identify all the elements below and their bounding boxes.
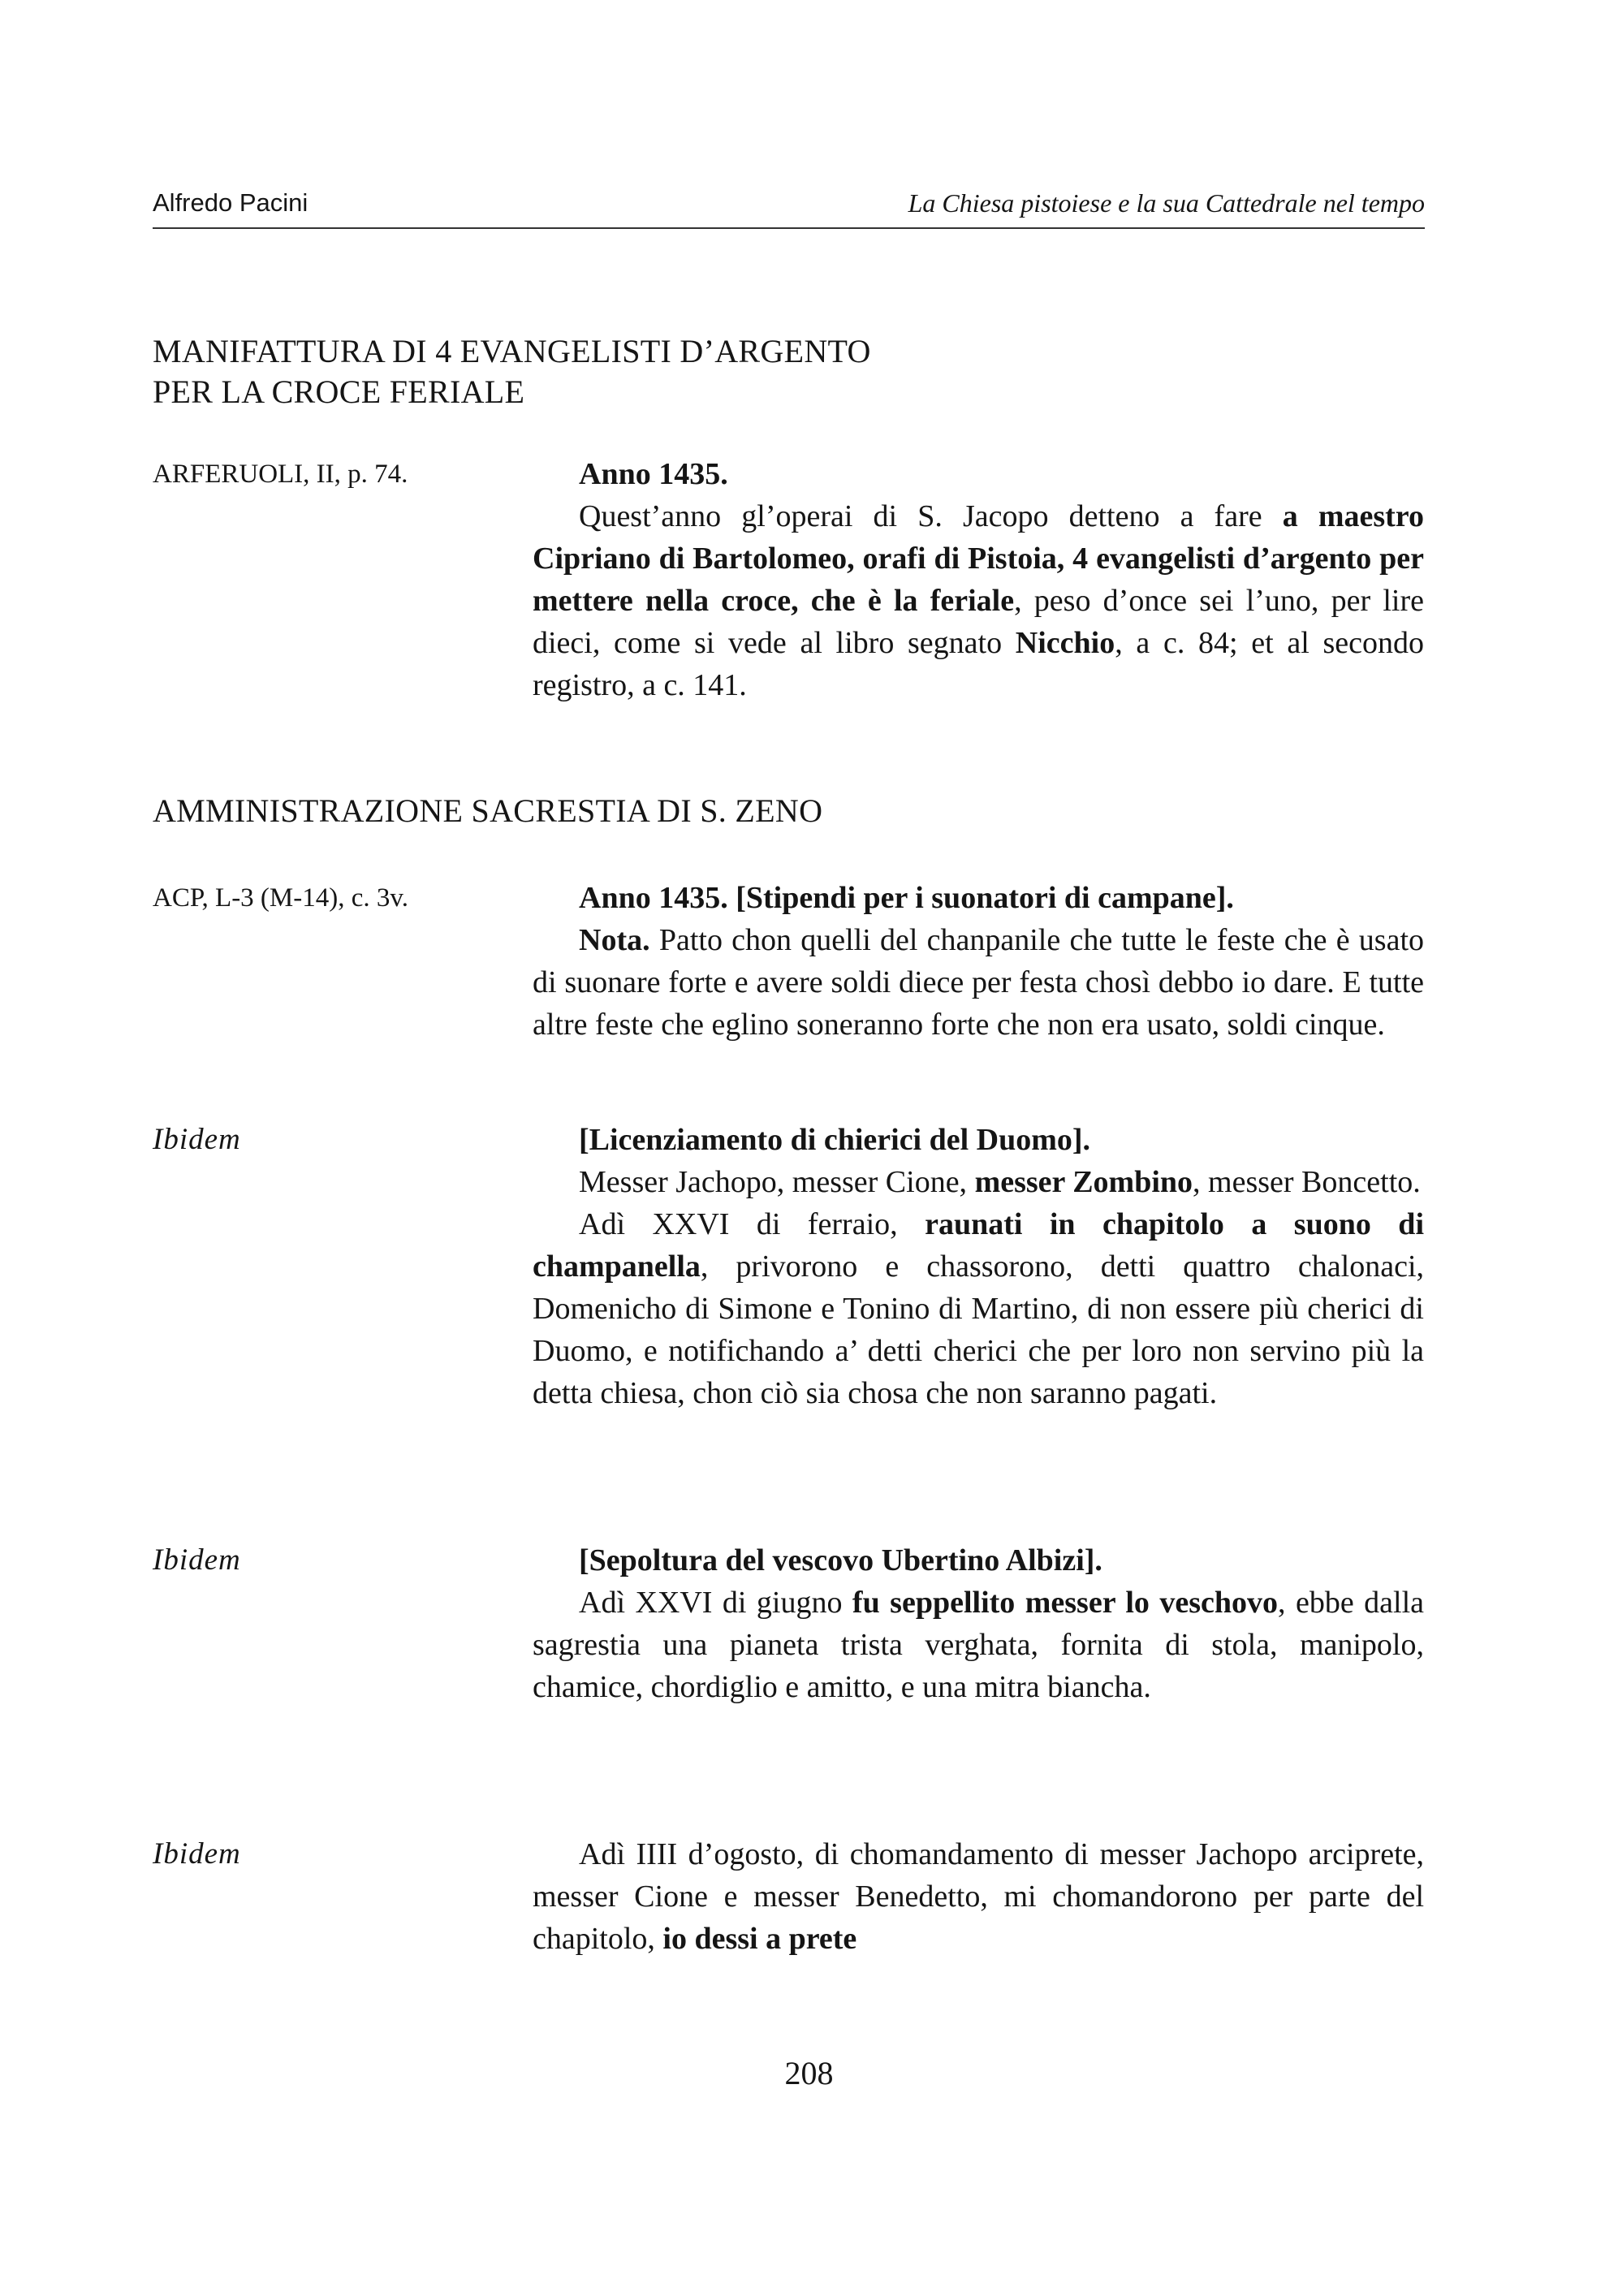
entry-paragraph bbox=[533, 1582, 1424, 1708]
entry-year: Anno 1435. bbox=[579, 457, 728, 491]
entry-paragraph bbox=[533, 495, 1424, 706]
running-header-author: Alfredo Pacini bbox=[153, 188, 308, 217]
text-run: Adì XXVI di giugno bbox=[579, 1586, 852, 1620]
text-run: , a c. 84; et al secondo registro, a c. 141. bbox=[533, 626, 1424, 702]
section-title-evangelisti bbox=[153, 331, 871, 412]
entry-body bbox=[533, 1119, 1424, 1414]
entry-heading: [Sepoltura del vescovo Ubertino Albizi]. bbox=[579, 1543, 1102, 1577]
section-title-line: PER LA CROCE FERIALE bbox=[153, 373, 525, 410]
text-run: , ebbe dalla sagrestia una pianeta trista verghata, fornita di stola, manipolo, chamice, chordiglio e amitto, e una mitra biancha. bbox=[533, 1586, 1424, 1704]
entry-paragraph bbox=[533, 1833, 1424, 1960]
source-citation: ACP, L-3 (M-14), c. 3v. bbox=[153, 883, 408, 913]
source-citation: Ibidem bbox=[153, 1837, 241, 1871]
bold-run: a maestro Cipriano di Bartolomeo, orafi di Pistoia, 4 evangelisti d’argento per mettere nella croce, che è la feriale bbox=[533, 499, 1424, 618]
header-rule bbox=[153, 227, 1425, 229]
bold-run: messer Zombino bbox=[974, 1165, 1193, 1199]
entry-heading: [Licenziamento di chierici del Duomo]. bbox=[579, 1123, 1091, 1157]
page-number: 208 bbox=[784, 2055, 834, 2091]
entry-body bbox=[533, 453, 1424, 706]
running-header-title: La Chiesa pistoiese e la sua Cattedrale nel tempo bbox=[908, 188, 1425, 218]
text-run: , peso d’once sei l’uno, per lire dieci, come si vede al libro segnato bbox=[533, 584, 1425, 660]
entry-paragraph bbox=[533, 1203, 1424, 1414]
bold-run: Nota. bbox=[579, 923, 650, 957]
bold-run: Nicchio bbox=[1015, 626, 1115, 660]
text-run: , privorono e chassorono, detti quattro chalonaci, Domenicho di Simone e Tonino di Martino, di non essere più cherici di Duomo, e notifichando a’ detti cherici che per loro non servino più la detta chiesa, chon ciò sia chosa che non saranno pagati. bbox=[533, 1249, 1424, 1410]
text-run: Adì XXVI di ferraio, bbox=[579, 1207, 925, 1241]
source-citation: ARFERUOLI, II, p. 74. bbox=[153, 460, 408, 489]
bold-run: raunati in chapitolo a suono di champanella bbox=[533, 1207, 1424, 1284]
bold-run: fu seppellito messer lo veschovo bbox=[852, 1586, 1278, 1620]
text-run: , messer Boncetto. bbox=[1193, 1165, 1421, 1199]
entry-body bbox=[533, 1539, 1424, 1708]
text-run: Quest’anno gl’operai di S. Jacopo detteno a fare bbox=[579, 499, 1283, 533]
entry-paragraph bbox=[533, 919, 1424, 1046]
section-title-line: MANIFATTURA DI 4 EVANGELISTI D’ARGENTO bbox=[153, 333, 871, 369]
entry-body bbox=[533, 877, 1424, 1046]
text-run: Messer Jachopo, messer Cione, bbox=[579, 1165, 975, 1199]
text-run: Adì IIII d’ogosto, di chomandamento di messer Jachopo arciprete, messer Cione e messer Benedetto, mi chomandorono per parte del chapitolo, bbox=[533, 1837, 1424, 1956]
entry-heading: Anno 1435. [Stipendi per i suonatori di campane]. bbox=[579, 881, 1234, 915]
source-citation: Ibidem bbox=[153, 1543, 241, 1577]
entry-body bbox=[533, 1833, 1424, 1960]
text-run: Patto chon quelli del chanpanile che tutte le feste che è usato di suonare forte e avere soldi diece per festa chosì debbo io dare. E tutte altre feste che eglino soneranno forte che non era usato, soldi cinque. bbox=[533, 923, 1424, 1042]
source-citation: Ibidem bbox=[153, 1123, 241, 1156]
section-title-sacrestia: AMMINISTRAZIONE SACRESTIA DI S. ZENO bbox=[153, 792, 823, 829]
bold-run: io dessi a prete bbox=[662, 1922, 857, 1956]
entry-paragraph bbox=[533, 1161, 1424, 1203]
